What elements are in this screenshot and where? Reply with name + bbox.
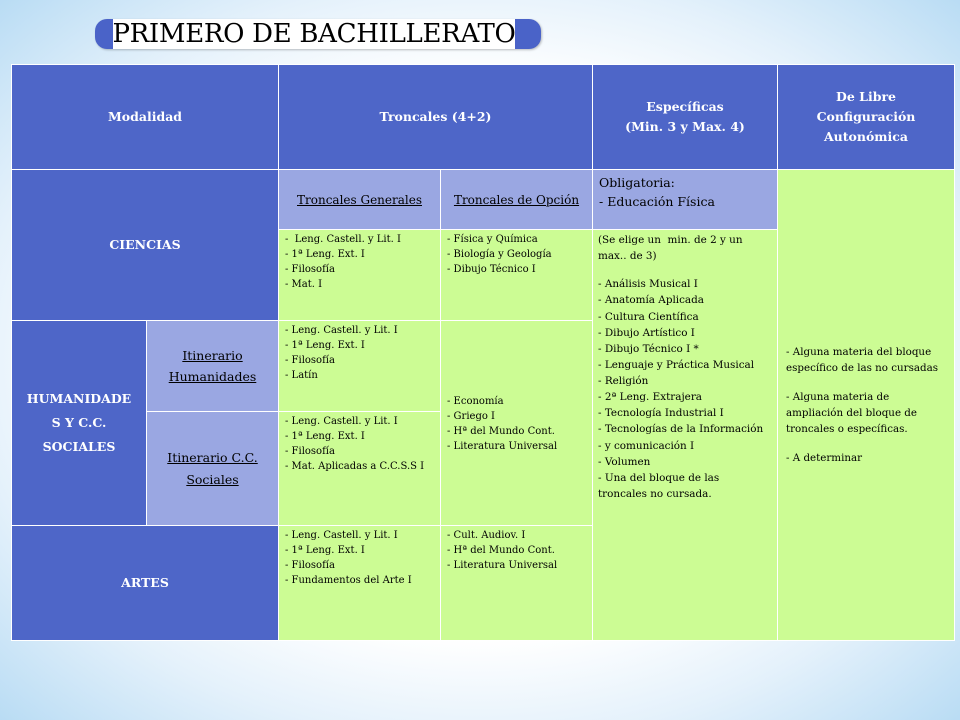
subject-item: - Hª del Mundo Cont. [447,545,555,556]
especificas-item: - Dibujo Técnico I * [598,342,699,355]
especificas-intro: max.. de 3) [598,250,657,263]
artes-troncales-generales [279,526,441,641]
obligatoria-subject: - Educación Física [599,194,715,210]
subject-item: - Leng. Castell. y Lit. I [285,416,398,427]
libre-text: específico de las no cursadas [786,362,939,375]
especificas-item: - Análisis Musical I [598,278,698,291]
libre-text: troncales o específicas. [786,423,908,436]
subheader-troncales-generales: Troncales Generales [279,170,441,230]
subject-item: - Literatura Universal [447,560,558,571]
page-title: PRIMERO DE BACHILLERATO [112,19,516,49]
modalidad-humanidades-line: S Y C.C. [51,415,107,431]
especificas-item: - y comunicación I [598,439,695,452]
subject-item: - 1ª Leng. Ext. I [285,340,365,351]
subject-item: - Latín [285,370,318,381]
especificas-item: - Cultura Científica [598,310,699,323]
header-libre-line: Autonómica [823,129,908,144]
header-modalidad: Modalidad [12,65,279,170]
subject-item: - Mat. Aplicadas a C.C.S.S I [285,461,425,472]
header-libre-line: Configuración [816,109,916,124]
itinerario-line: Humanidades [168,369,257,384]
obligatoria-label: Obligatoria: [599,175,675,190]
subject-item: - Filosofía [285,264,335,275]
especificas-item: - Tecnologías de la Información [598,423,764,436]
modalidad-ciencias: CIENCIAS [12,170,279,321]
ciencias-troncales-opcion [441,230,593,321]
especificas-item: - 2ª Leng. Extrajera [598,391,702,404]
itinerario-line: Sociales [186,471,239,487]
header-libre [778,65,955,170]
subject-item: - 1ª Leng. Ext. I [285,431,365,442]
itinerario-line: Itinerario [182,347,243,363]
artes-troncales-opcion [441,526,593,641]
humanidades-sociales-troncales-opcion [441,321,593,526]
humanidades-troncales-generales [279,321,441,412]
modalidad-humanidades-line: HUMANIDADE [26,391,132,407]
subject-item: - Economía [447,396,504,407]
modalidad-artes: ARTES [12,526,279,641]
libre-text: - A determinar [786,451,863,464]
subject-item: - Dibujo Técnico I [447,264,536,275]
especificas-item: - Anatomía Aplicada [598,294,704,307]
especificas-list-cell [593,230,778,641]
libre-configuracion-cell [778,170,955,641]
especificas-item: troncales no cursada. [598,487,712,500]
header-especificas-line: (Min. 3 y Max. 4) [625,119,745,134]
itinerario-humanidades [147,321,279,412]
libre-text: - Alguna materia del bloque [786,346,932,359]
subject-item: - 1ª Leng. Ext. I [285,249,365,260]
modalidad-humanidades [12,321,147,526]
subject-item: - Física y Química [447,234,538,245]
subject-item: - Filosofía [285,446,335,457]
spacer [786,377,946,389]
especificas-intro: (Se elige un min. de 2 y un [598,234,743,246]
modalidad-humanidades-line: SOCIALES [42,438,116,454]
especificas-item: - Volumen [598,455,651,468]
libre-text: - Alguna materia de [786,390,890,403]
especificas-item: - Lenguaje y Práctica Musical [598,358,755,371]
spacer [598,264,772,276]
subject-item: - Cult. Audiov. I [447,530,526,541]
header-especificas [593,65,778,170]
subject-item: - Griego I [447,411,495,422]
subject-item: - Hª del Mundo Cont. [447,426,555,437]
subject-item: - 1ª Leng. Ext. I [285,545,365,556]
subject-item: - Leng. Castell. y Lit. I [285,325,398,336]
itinerario-sociales [147,412,279,526]
obligatoria-cell [593,170,778,230]
subject-item: - Leng. Castell. y Lit. I [285,234,401,245]
subject-item: - Mat. I [285,279,323,290]
especificas-item: - Una del bloque de las [598,471,720,484]
especificas-item: - Tecnología Industrial I [598,407,724,420]
subject-item: - Literatura Universal [447,441,558,452]
especificas-item: - Religión [598,375,649,387]
subject-item: - Leng. Castell. y Lit. I [285,530,398,541]
header-troncales: Troncales (4+2) [279,65,593,170]
title-banner [95,19,541,49]
subject-item: - Filosofía [285,560,335,571]
subject-item: - Filosofía [285,355,335,366]
header-libre-line: De Libre [836,89,896,104]
subject-item: - Fundamentos del Arte I [285,575,412,586]
itinerario-line: Itinerario C.C. [167,450,258,466]
libre-text: ampliación del bloque de [786,407,917,419]
bachillerato-table [11,64,955,641]
sociales-troncales-generales [279,412,441,526]
subheader-troncales-opcion: Troncales de Opción [441,170,593,230]
subject-item: - Biología y Geología [447,249,552,260]
header-especificas-line: Específicas [646,99,724,114]
especificas-item: - Dibujo Artístico I [598,326,695,339]
ciencias-troncales-generales [279,230,441,321]
spacer [786,438,946,450]
